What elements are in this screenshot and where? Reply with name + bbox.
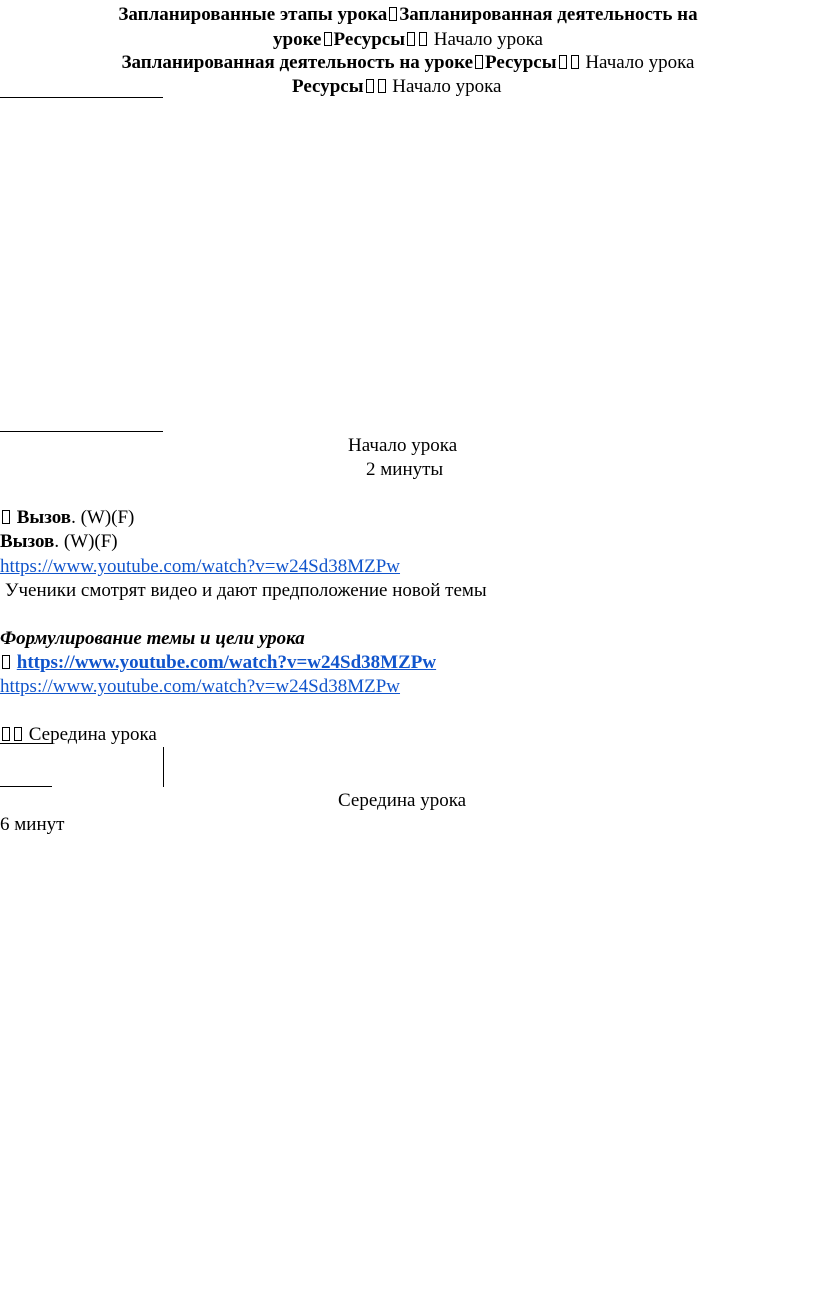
table-border bbox=[163, 747, 164, 787]
challenge-line-1 bbox=[0, 508, 134, 527]
header-planned-activity: Запланированная деятельность на bbox=[399, 4, 698, 25]
header-line-2 bbox=[0, 30, 816, 49]
challenge-label: Вызов bbox=[16, 507, 72, 528]
header-lesson-start: Начало урока bbox=[392, 76, 502, 97]
section-start-duration: 2 минуты bbox=[366, 459, 444, 480]
header-lesson-start: Начало урока bbox=[585, 52, 695, 73]
challenge-description: Ученики смотрят видео и дают предположение новой темы bbox=[5, 580, 487, 601]
unknown-glyph-icon bbox=[366, 79, 374, 93]
challenge-label-suffix: . (W)(F) bbox=[54, 531, 118, 552]
divider bbox=[0, 431, 163, 432]
divider bbox=[0, 97, 163, 98]
bullet-icon bbox=[14, 727, 22, 741]
unknown-glyph-icon bbox=[407, 32, 415, 46]
unknown-glyph-icon bbox=[419, 32, 427, 46]
challenge-link-row bbox=[0, 557, 400, 576]
section-middle-duration: 6 минут bbox=[0, 814, 65, 835]
header-resources: Ресурсы bbox=[333, 29, 406, 50]
challenge-label-suffix: . (W)(F) bbox=[71, 507, 135, 528]
header-line-1 bbox=[0, 5, 816, 24]
unknown-glyph-icon bbox=[571, 55, 579, 69]
unknown-glyph-icon bbox=[389, 7, 397, 21]
header-resources: Ресурсы bbox=[485, 52, 557, 73]
bullet-icon bbox=[2, 510, 10, 524]
topic-link-row-1 bbox=[0, 653, 436, 672]
header-line-4 bbox=[292, 77, 501, 96]
unknown-glyph-icon bbox=[324, 32, 332, 46]
divider bbox=[0, 743, 52, 744]
header-lesson-start: Начало урока bbox=[433, 29, 543, 50]
topic-video-link[interactable]: https://www.youtube.com/watch?v=w24Sd38MZPw bbox=[0, 676, 401, 697]
unknown-glyph-icon bbox=[559, 55, 567, 69]
topic-link-row-2 bbox=[0, 677, 400, 696]
header-planned-activity-full: Запланированная деятельность на уроке bbox=[121, 52, 474, 73]
challenge-video-link[interactable]: https://www.youtube.com/watch?v=w24Sd38MZPw bbox=[0, 556, 401, 577]
section-start-title: Начало урока bbox=[348, 435, 458, 456]
header-lesson-word: уроке bbox=[273, 29, 322, 50]
bullet-icon bbox=[2, 655, 10, 669]
header-line-3 bbox=[0, 53, 816, 72]
unknown-glyph-icon bbox=[378, 79, 386, 93]
middle-line-1 bbox=[0, 725, 157, 744]
challenge-label: Вызов bbox=[0, 531, 55, 552]
topic-heading: Формулирование темы и цели урока bbox=[0, 628, 305, 649]
section-middle-title: Середина урока bbox=[338, 790, 467, 811]
divider bbox=[0, 786, 52, 787]
topic-video-link[interactable]: https://www.youtube.com/watch?v=w24Sd38MZPw bbox=[16, 652, 437, 673]
header-planned-stages: Запланированные этапы урока bbox=[118, 4, 388, 25]
challenge-line-2 bbox=[0, 532, 118, 551]
header-resources: Ресурсы bbox=[292, 76, 364, 97]
unknown-glyph-icon bbox=[475, 55, 483, 69]
bullet-icon bbox=[2, 727, 10, 741]
section-middle-label: Середина урока bbox=[28, 724, 157, 745]
